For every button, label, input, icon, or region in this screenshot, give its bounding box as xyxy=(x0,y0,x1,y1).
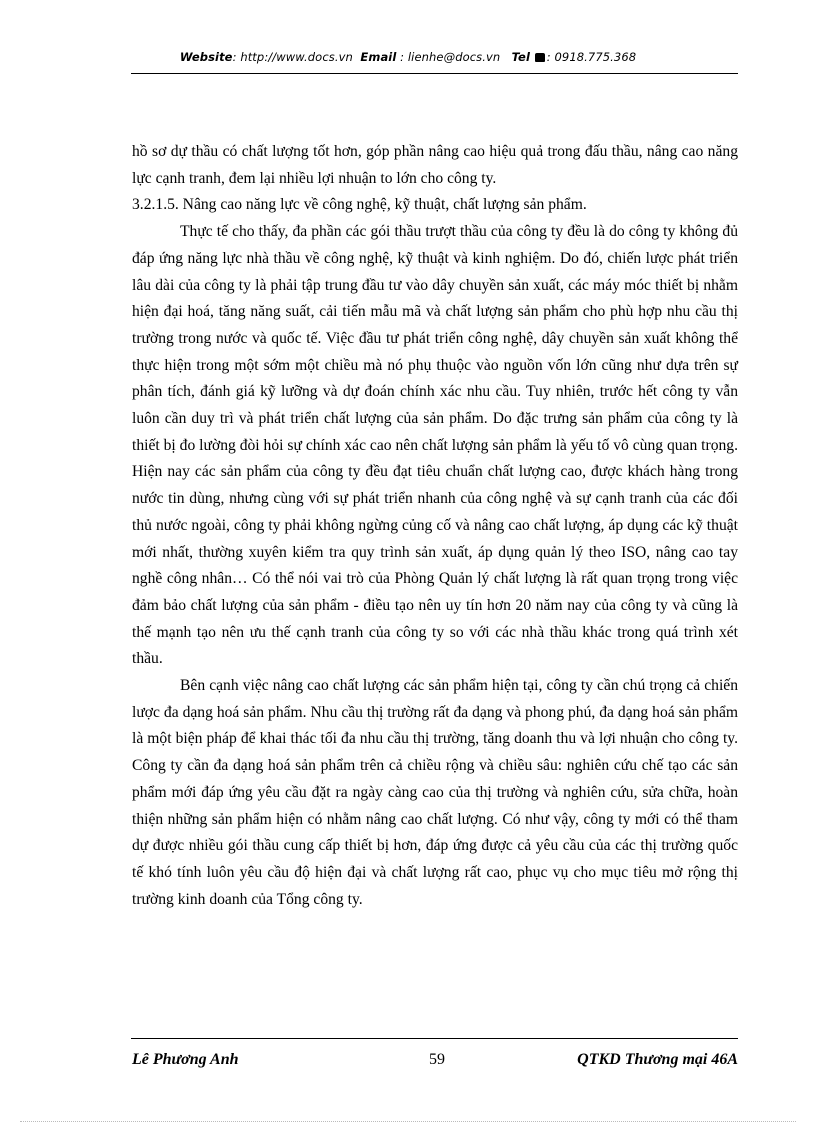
section-heading: 3.2.1.5. Nâng cao năng lực về công nghệ, kỹ thuật, chất lượng sản phẩm. xyxy=(132,196,587,214)
page-header xyxy=(0,50,816,64)
page-bottom-edge xyxy=(20,1121,796,1122)
footer-author: Lê Phương Anh xyxy=(132,1051,239,1068)
email-separator: : xyxy=(400,50,408,64)
footer-divider xyxy=(131,1038,738,1039)
website-separator: : xyxy=(232,50,241,64)
website-label: Website xyxy=(179,50,233,64)
header-divider xyxy=(131,73,738,74)
paragraph-diversification: Bên cạnh việc nâng cao chất lượng các sản phẩm hiện tại, công ty cần chú trọng cả chiến lược đa dạng hoá sản phẩm. Nhu cầu thị trường rất đa dạng và phong phú, đa dạng hoá sản phẩm là một biện pháp để khai thác tối đa nhu cầu thị trường, tăng doanh thu và lợi nhuận cho công ty. Công ty cần đa dạng hoá sản phẩm trên cả chiều rộng và chiều sâu: nghiên cứu chế tạo các sản phẩm mới đáp ứng yêu cầu đặt ra ngày càng cao của thị trường và nghiên cứu, sửa chữa, hoàn thiện những sản phẩm hiện có nhằm nâng cao chất lượng. Có như vậy, công ty mới có thể tham dự được nhiều gói thầu cung cấp thiết bị hơn, đáp ứng được cả yêu cầu của các thị trường quốc tế khó tính luôn yêu cầu độ hiện đại và chất lượng rất cao, phục vụ cho mục tiêu mở rộng thị trường kinh doanh của Tổng công ty. xyxy=(132,677,738,908)
page-footer xyxy=(132,1051,738,1075)
document-body xyxy=(132,139,738,913)
website-url[interactable]: http://www.docs.vn xyxy=(240,50,353,64)
email-address[interactable]: lienhe@docs.vn xyxy=(407,50,501,64)
email-label: Email xyxy=(360,50,397,64)
page-number: 59 xyxy=(429,1051,445,1068)
paragraph-continuation: hồ sơ dự thầu có chất lượng tốt hơn, góp phần nâng cao hiệu quả trong đấu thầu, nâng cao năng lực cạnh tranh, đem lại nhiều lợi nhuận to lớn cho công ty. xyxy=(132,143,738,187)
tel-number: 0918.775.368 xyxy=(554,50,637,64)
footer-course: QTKD Thương mại 46A xyxy=(577,1051,738,1068)
phone-icon xyxy=(535,53,545,62)
tel-label: Tel xyxy=(511,50,530,64)
tel-separator: : xyxy=(546,50,555,64)
paragraph-technology: Thực tế cho thấy, đa phần các gói thầu trượt thầu của công ty đều là do công ty không đủ đáp ứng năng lực nhà thầu về công nghệ, kỹ thuật và kinh nghiệm. Do đó, chiến lược phát triển lâu dài của công ty là phải tập trung đầu tư vào dây chuyền sản xuất, các máy móc thiết bị nhằm hiện đại hoá, tăng năng suất, cải tiến mẫu mã và chất lượng sản phẩm cho phù hợp nhu cầu thị trường trong nước và quốc tế. Việc đầu tư phát triển công nghệ, dây chuyền sản xuất không thể thực hiện trong một sớm một chiều mà nó phụ thuộc vào nguồn vốn lớn cũng như dựa trên sự phân tích, đánh giá kỹ lưỡng và dự đoán chính xác nhu cầu. Tuy nhiên, trước hết công ty vẫn luôn cần duy trì và phát triển chất lượng của sản phẩm. Do đặc trưng sản phẩm của công ty là thiết bị đo lường đòi hỏi sự chính xác cao nên chất lượng sản phẩm là yếu tố vô cùng quan trọng. Hiện nay các sản phẩm của công ty đều đạt tiêu chuẩn chất lượng cao, được khách hàng trong nước tin dùng, nhưng cùng với sự phát triển nhanh của công nghệ và sự cạnh tranh của các đối thủ nước ngoài, công ty phải không ngừng củng cố và nâng cao chất lượng, áp dụng các kỹ thuật mới nhất, thường xuyên kiểm tra quy trình sản xuất, áp dụng quản lý theo ISO, nâng cao tay nghề công nhân… Có thể nói vai trò của Phòng Quản lý chất lượng là rất quan trọng trong việc đảm bảo chất lượng của sản phẩm - điều tạo nên uy tín hơn 20 năm nay của công ty và cũng là thế mạnh tạo nên ưu thế cạnh tranh của công ty so với các nhà thầu khác trong quá trình xét thầu. xyxy=(132,223,738,668)
